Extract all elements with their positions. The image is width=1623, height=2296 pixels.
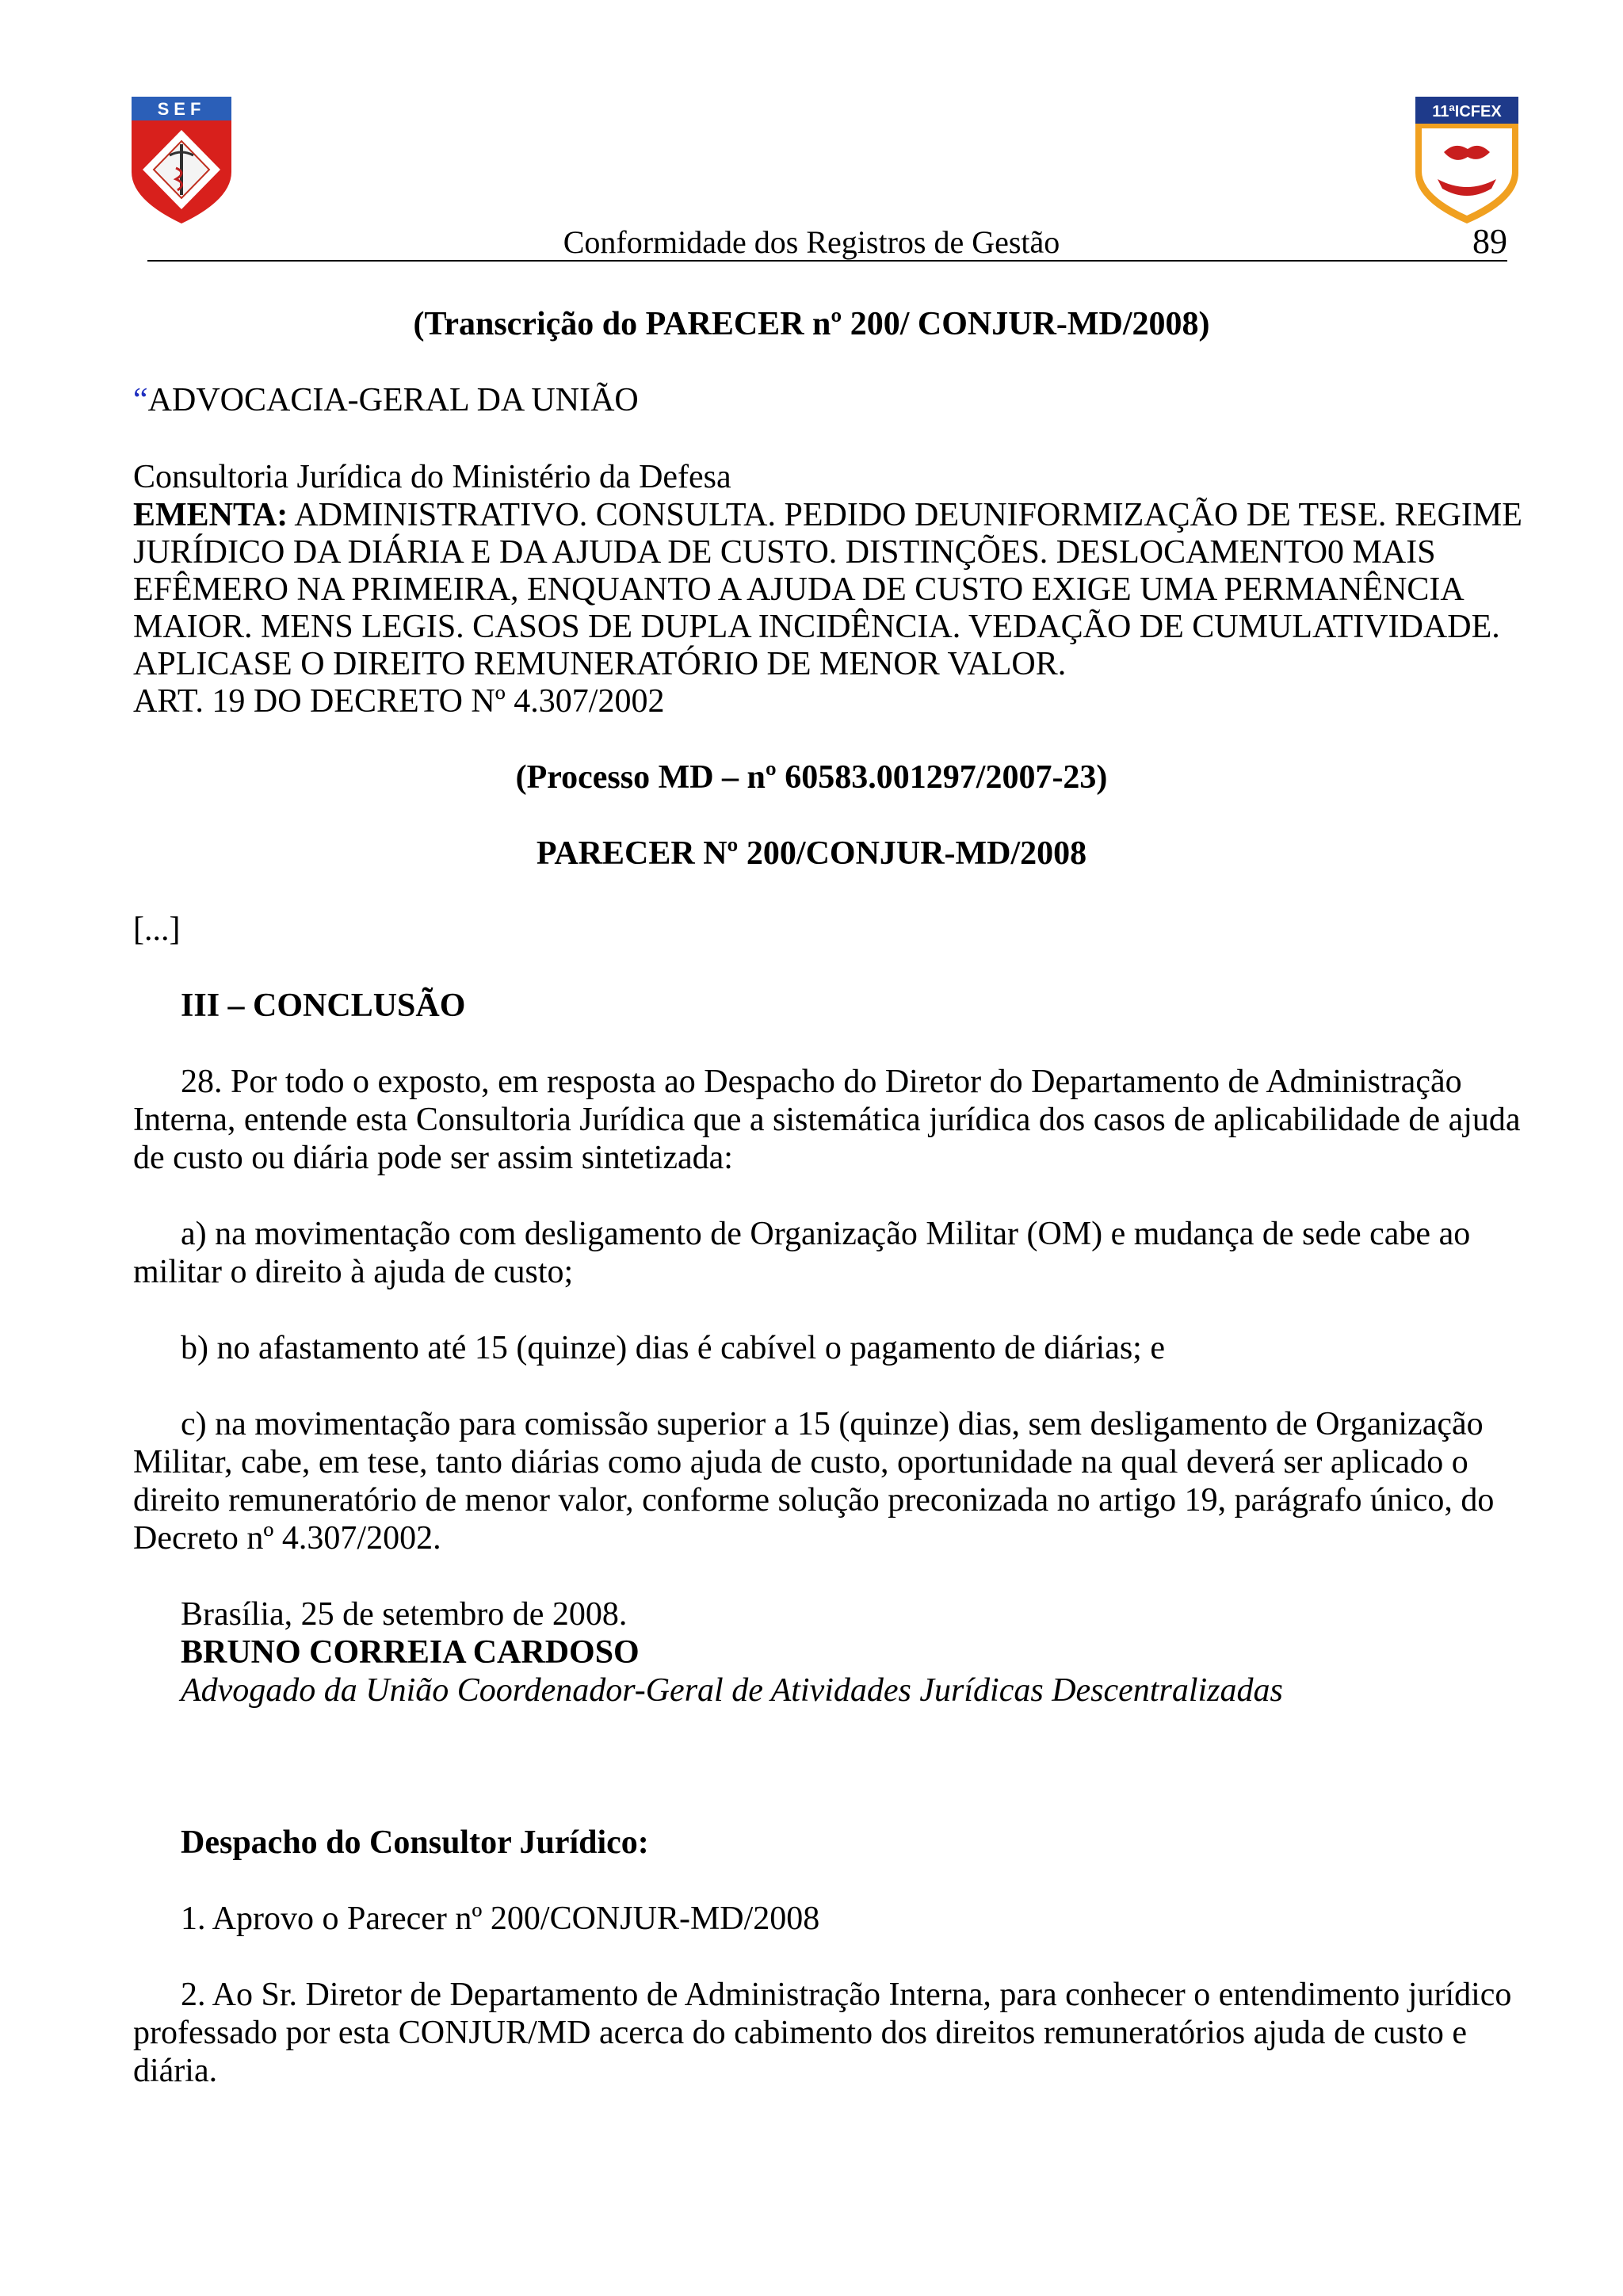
ementa-line-2: JURÍDICO DA DIÁRIA E DA AJUDA DE CUSTO. DISTINÇÕES. DESLOCAMENTO0 MAIS <box>133 534 1436 571</box>
despacho-item-1: 1. Aprovo o Parecer nº 200/CONJUR-MD/2008 <box>181 1901 820 1937</box>
ellipsis: [...] <box>133 911 181 948</box>
sef-shield-logo <box>132 97 231 223</box>
agency-line <box>133 381 639 419</box>
item-a-line-2: militar o direito à ajuda de custo; <box>133 1254 574 1290</box>
item-c-line-1: c) na movimentação para comissão superior a 15 (quinze) dias, sem desligamento de Organização <box>181 1406 1484 1442</box>
icfex-shield-logo <box>1415 97 1518 223</box>
signer-role: Advogado da União Coordenador-Geral de Atividades Jurídicas Descentralizadas <box>181 1672 1283 1709</box>
transcription-title: (Transcrição do PARECER nº 200/ CONJUR-MD/2008) <box>413 306 1210 342</box>
despacho-item-2-line-1: 2. Ao Sr. Diretor de Departamento de Administração Interna, para conhecer o entendimento jurídico <box>181 1977 1512 2013</box>
icfex-logo-text: 11ªICFEX <box>1432 103 1502 120</box>
signer-name: BRUNO CORREIA CARDOSO <box>181 1634 640 1671</box>
ementa-label: EMENTA: <box>133 497 288 533</box>
despacho-item-2-line-2: professado por esta CONJUR/MD acerca do cabimento dos direitos remuneratórios ajuda de custo e <box>133 2015 1468 2051</box>
despacho-item-2-line-3: diária. <box>133 2053 218 2089</box>
item-c-line-3: direito remuneratório de menor valor, conforme solução preconizada no artigo 19, parágrafo único, do <box>133 1482 1495 1519</box>
ementa-line-1 <box>133 496 1522 534</box>
ementa-line-6: ART. 19 DO DECRETO Nº 4.307/2002 <box>133 683 665 720</box>
item-c-line-4: Decreto nº 4.307/2002. <box>133 1520 441 1557</box>
parecer-heading: PARECER Nº 200/CONJUR-MD/2008 <box>536 835 1087 872</box>
consultancy-line: Consultoria Jurídica do Ministério da Defesa <box>133 459 731 495</box>
despacho-heading: Despacho do Consultor Jurídico: <box>181 1824 649 1861</box>
p28-line-3: de custo ou diária pode ser assim sintetizada: <box>133 1140 733 1176</box>
section-heading: III – CONCLUSÃO <box>181 988 466 1024</box>
item-b-line-1: b) no afastamento até 15 (quinze) dias é cabível o pagamento de diárias; e <box>181 1330 1165 1366</box>
ementa-text-1: ADMINISTRATIVO. CONSULTA. PEDIDO DEUNIFORMIZAÇÃO DE TESE. REGIME <box>288 497 1522 533</box>
place-date: Brasília, 25 de setembro de 2008. <box>181 1596 628 1633</box>
ementa-line-4: MAIOR. MENS LEGIS. CASOS DE DUPLA INCIDÊNCIA. VEDAÇÃO DE CUMULATIVIDADE. <box>133 609 1500 645</box>
process-number: (Processo MD – nº 60583.001297/2007-23) <box>515 759 1108 796</box>
ementa-line-5: APLICASE O DIREITO REMUNERATÓRIO DE MENOR VALOR. <box>133 646 1067 682</box>
p28-line-1: 28. Por todo o exposto, em resposta ao Despacho do Diretor do Departamento de Administração <box>181 1064 1462 1100</box>
agency-name: ADVOCACIA-GERAL DA UNIÃO <box>147 382 639 418</box>
sef-logo-text: SEF <box>157 99 206 119</box>
p28-line-2: Interna, entende esta Consultoria Jurídica que a sistemática jurídica dos casos de aplicabilidade de ajuda <box>133 1102 1521 1138</box>
page-number: 89 <box>1472 222 1507 261</box>
header-rule <box>147 260 1507 262</box>
item-a-line-1: a) na movimentação com desligamento de Organização Militar (OM) e mudança de sede cabe ao <box>181 1216 1471 1252</box>
running-header-title: Conformidade dos Registros de Gestão <box>563 224 1060 260</box>
ementa-line-3: EFÊMERO NA PRIMEIRA, ENQUANTO A AJUDA DE CUSTO EXIGE UMA PERMANÊNCIA <box>133 571 1465 608</box>
open-quote: “ <box>133 382 148 418</box>
item-c-line-2: Militar, cabe, em tese, tanto diárias como ajuda de custo, oportunidade na qual deverá ser aplicado o <box>133 1444 1468 1480</box>
